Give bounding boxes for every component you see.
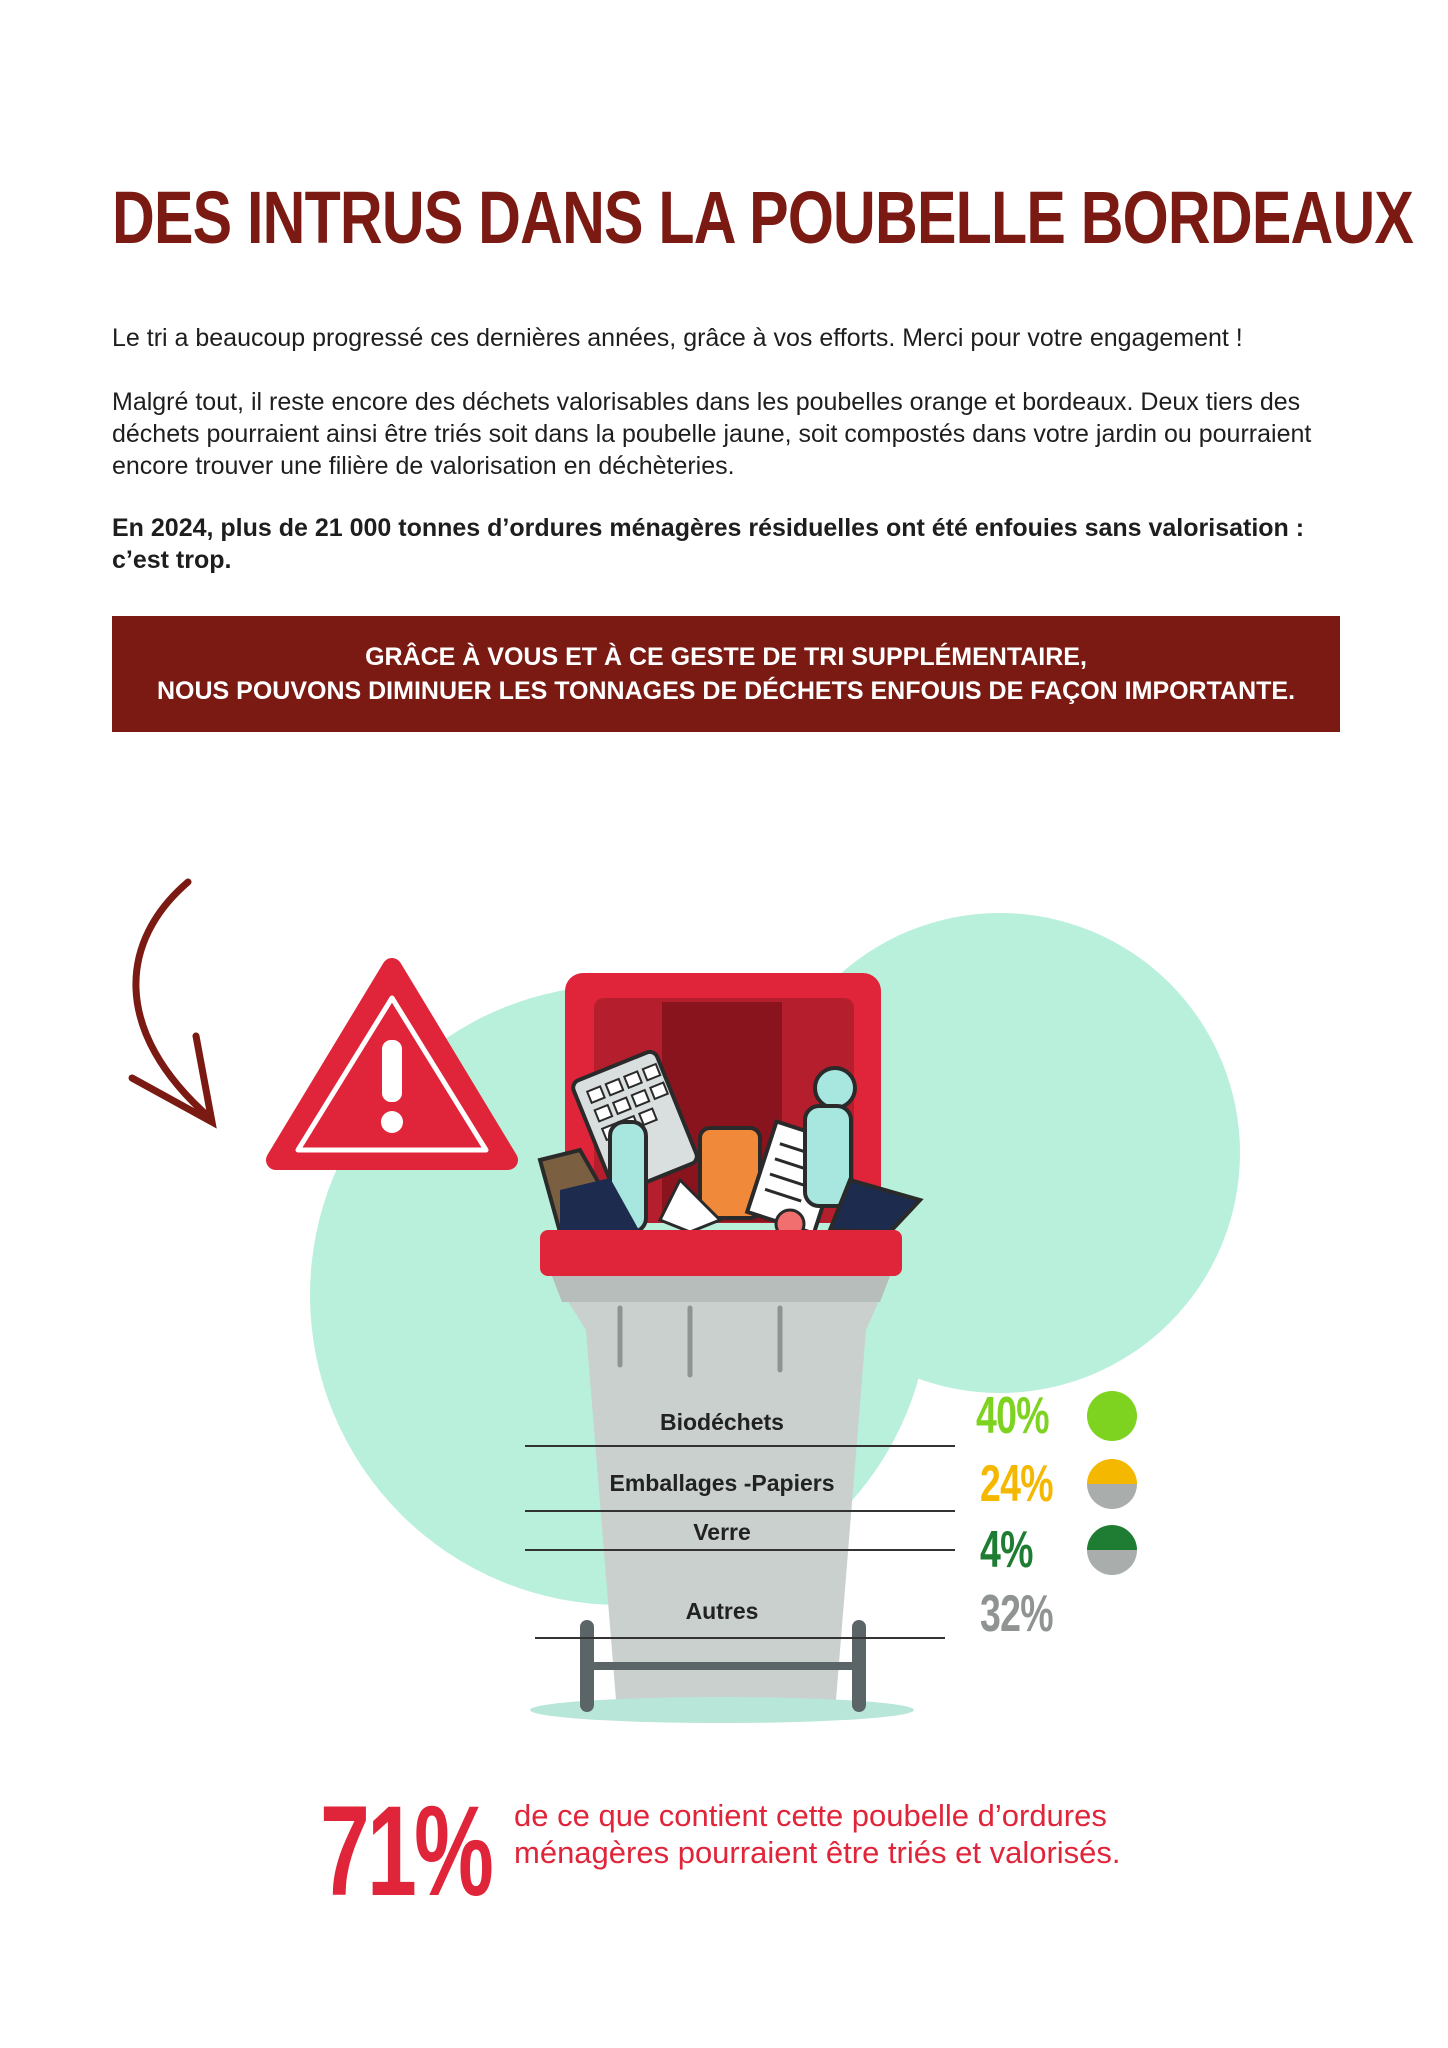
indicator-dots — [1087, 1391, 1137, 1575]
callout-banner — [112, 616, 1340, 732]
breakdown-label-autres: Autres — [685, 1598, 759, 1624]
breakdown-label-verre: Verre — [693, 1519, 751, 1545]
statistic-paragraph: En 2024, plus de 21 000 tonnes d’ordures ménagères résiduelles ont été enfouies sans valorisation : c’est trop. — [112, 514, 1305, 574]
verre-dot — [1087, 1525, 1137, 1575]
banner-line-2: NOUS POUVONS DIMINUER LES TONNAGES DE DÉCHETS ENFOUIS DE FAÇON IMPORTANTE. — [156, 677, 1296, 705]
biodechets-dot — [1087, 1391, 1137, 1441]
breakdown-percent-verre: 4% — [980, 1521, 1033, 1579]
emballages-dot — [1087, 1459, 1137, 1509]
breakdown-label-biodechets: Biodéchets — [660, 1409, 784, 1435]
bin-rim — [540, 1230, 902, 1276]
summary-text: de ce que contient cette poubelle d’ordures ménagères pourraient être triés et valorisés. — [514, 1798, 1121, 1870]
summary-percent: 71% — [320, 1780, 491, 1923]
intro-paragraph: Le tri a beaucoup progressé ces dernières années, grâce à vos efforts. Merci pour votre engagement ! — [112, 324, 1243, 352]
bin-illustration-graphic — [0, 860, 1448, 1760]
bin-illustration — [0, 860, 1448, 1760]
page-title: DES INTRUS DANS LA POUBELLE BORDEAUX — [112, 176, 1414, 259]
detail-paragraph: Malgré tout, il reste encore des déchets valorisables dans les poubelles orange et bordeaux. Deux tiers des déchets pourraient ainsi être triés soit dans la poubelle jaune, soit compostés dans votre jardin ou pourraient encore trouver une filière de valorisation en déchèteries. — [112, 388, 1312, 480]
banner-line-1: GRÂCE À VOUS ET À CE GESTE DE TRI SUPPLÉMENTAIRE, — [365, 643, 1087, 671]
breakdown-percent-emballages: 24% — [980, 1455, 1053, 1513]
breakdown-label-emballages: Emballages -Papiers — [609, 1470, 835, 1496]
breakdown-percent-autres: 32% — [980, 1585, 1053, 1643]
curved-arrow-icon — [132, 882, 212, 1122]
breakdown-percent-biodechets: 40% — [976, 1387, 1049, 1445]
